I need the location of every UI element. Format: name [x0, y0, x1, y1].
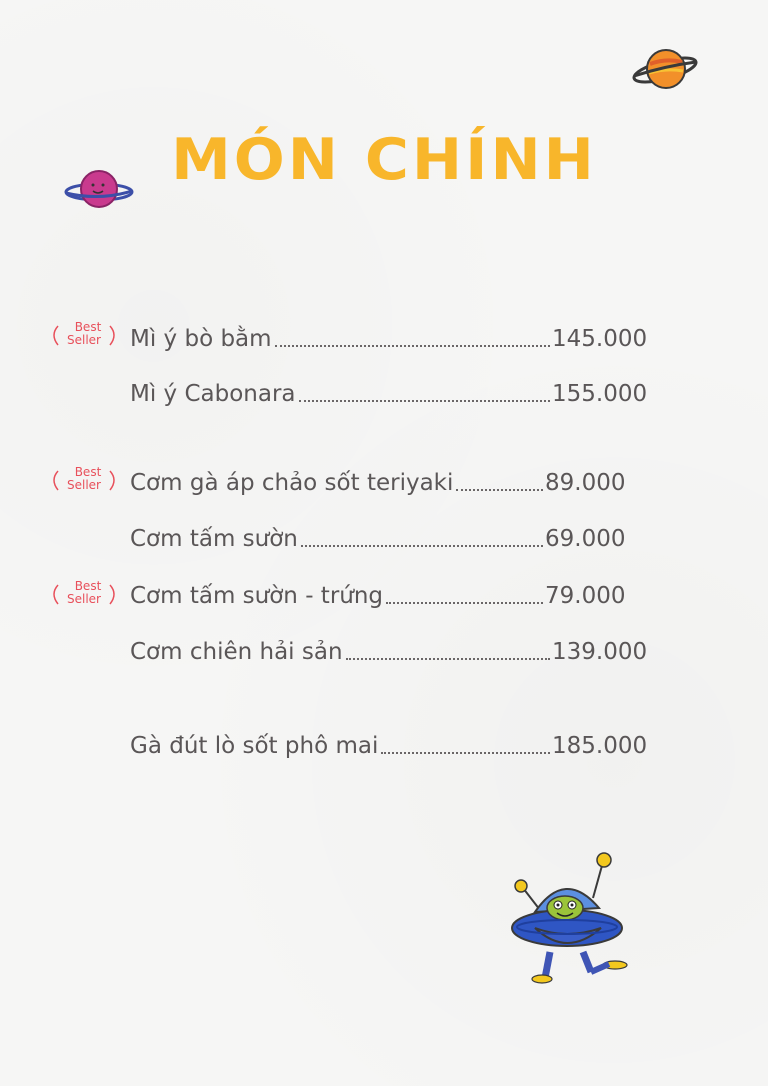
item-name: Cơm tấm sườn — [130, 526, 298, 552]
item-name: Gà đút lò sốt phô mai — [130, 733, 379, 759]
item-price: 69.000 — [545, 526, 626, 552]
item-price: 89.000 — [545, 470, 626, 496]
item-price: 185.000 — [552, 733, 648, 759]
item-name: Mì ý Cabonara — [130, 381, 296, 407]
badge-line2: Seller — [67, 333, 101, 347]
leader-dots — [301, 545, 543, 547]
menu-item — [130, 320, 648, 354]
leader-dots — [386, 602, 543, 604]
menu-item — [130, 727, 648, 761]
alien-ufo-icon — [505, 848, 635, 988]
item-price: 139.000 — [552, 639, 648, 665]
item-name: Cơm chiên hải sản — [130, 639, 343, 665]
menu-item — [130, 464, 633, 498]
menu-item — [130, 520, 633, 554]
leader-dots — [275, 345, 550, 347]
badge-line1: Best — [74, 465, 102, 479]
leader-dots — [381, 752, 550, 754]
item-price: 79.000 — [545, 583, 626, 609]
best-seller-badge — [48, 463, 120, 497]
best-seller-badge — [48, 318, 120, 352]
leader-dots — [456, 489, 543, 491]
page-title: MÓN CHÍNH — [171, 126, 597, 194]
orange-planet-icon — [630, 44, 700, 96]
menu-item — [130, 375, 648, 409]
menu-item — [130, 577, 633, 611]
badge-line1: Best — [74, 320, 102, 334]
badge-line2: Seller — [67, 478, 101, 492]
leader-dots — [346, 658, 550, 660]
best-seller-badge — [48, 577, 120, 611]
item-price: 145.000 — [552, 326, 648, 352]
badge-line1: Best — [74, 579, 102, 593]
leader-dots — [299, 400, 550, 402]
menu-item — [130, 633, 648, 667]
item-price: 155.000 — [552, 381, 648, 407]
badge-line2: Seller — [67, 592, 101, 606]
item-name: Mì ý bò bằm — [130, 326, 272, 352]
item-name: Cơm gà áp chảo sốt teriyaki — [130, 470, 454, 496]
item-name: Cơm tấm sườn - trứng — [130, 583, 384, 609]
